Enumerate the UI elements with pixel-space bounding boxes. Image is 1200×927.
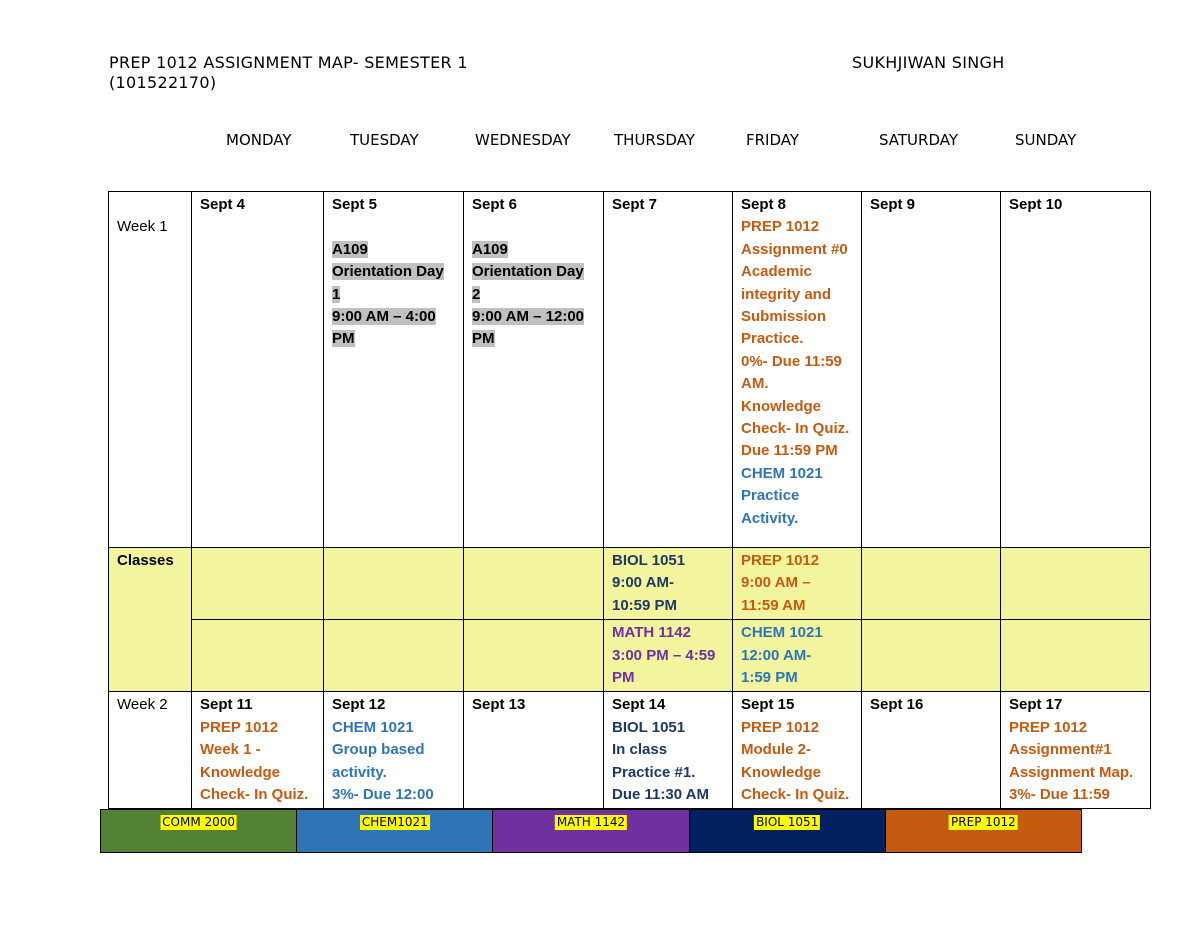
week2-sun-cell <box>1001 692 1151 809</box>
prep-task-text: Knowledge <box>741 763 822 781</box>
prep-task-text: Due 11:59 PM <box>741 442 838 460</box>
week1-tue-cell <box>324 192 464 548</box>
legend-label: BIOL 1051 <box>756 815 819 829</box>
biol-task-text: Practice #1. <box>612 763 696 781</box>
day-header-sunday: SUNDAY <box>1015 131 1077 149</box>
prep-task-text: Check- In Quiz. <box>741 786 850 804</box>
week2-thu-cell <box>604 692 733 809</box>
student-id: (101522170) <box>109 73 217 92</box>
orientation-text: Orientation Day <box>472 263 584 281</box>
prep-task-text: 0%- Due 11:59 <box>741 352 842 370</box>
classes-label: Classes <box>117 552 174 569</box>
week2-sat-cell <box>862 692 1001 809</box>
classes-sun-cell <box>1001 548 1151 620</box>
week2-fri-cell <box>733 692 862 809</box>
biol-class-text: 10:59 PM <box>612 596 678 614</box>
chem-task-text: CHEM 1021 <box>741 464 823 482</box>
orientation-text: 9:00 AM – 4:00 <box>332 308 436 326</box>
prep-task-text: AM. <box>741 375 769 393</box>
week1-label: Week 1 <box>117 218 168 236</box>
chem-task-text: Practice <box>741 487 800 505</box>
date-label: Sept 10 <box>1009 196 1063 213</box>
week2-wed-cell <box>464 692 604 809</box>
prep-task-text: PREP 1012 <box>1009 718 1088 736</box>
week2-label-cell <box>109 692 192 809</box>
classes2-thu-cell <box>604 620 733 692</box>
week1-label-cell <box>109 192 192 548</box>
day-header-friday: FRIDAY <box>746 131 800 149</box>
prep-task-text: Knowledge <box>741 397 822 415</box>
classes2-mon-cell <box>192 620 324 692</box>
orientation-text: PM <box>472 330 495 348</box>
prep-task-text: Knowledge <box>200 763 281 781</box>
prep-class-text: 9:00 AM – <box>741 574 811 592</box>
week1-row <box>109 192 1151 548</box>
week2-tue-cell <box>324 692 464 809</box>
assignment-map-table <box>108 191 1151 809</box>
prep-task-text: Practice. <box>741 330 804 348</box>
chem-class-text: 12:00 AM- <box>741 646 812 664</box>
prep-task-text: PREP 1012 <box>741 218 820 236</box>
date-label: Sept 13 <box>472 696 526 714</box>
chem-task-text: activity. <box>332 763 387 781</box>
prep-task-text: Assignment#1 <box>1009 741 1112 759</box>
chem-task-text: CHEM 1021 <box>332 718 414 736</box>
week1-sat-cell <box>862 192 1001 548</box>
prep-task-text: Week 1 - <box>200 741 261 759</box>
legend-label: COMM 2000 <box>162 815 236 829</box>
legend-math-1142 <box>493 810 689 852</box>
week2-label: Week 2 <box>117 696 168 714</box>
week1-sun-cell <box>1001 192 1151 548</box>
legend-prep-1012 <box>886 810 1081 852</box>
classes-label-cell <box>109 548 192 692</box>
classes-wed-cell <box>464 548 604 620</box>
chem-class-text: CHEM 1021 <box>741 624 823 642</box>
week1-wed-cell <box>464 192 604 548</box>
day-header-wednesday: WEDNESDAY <box>475 131 571 149</box>
chem-task-text: Group based <box>332 741 425 759</box>
legend-comm-2000 <box>101 810 297 852</box>
chem-task-text: 3%- Due 12:00 <box>332 786 434 804</box>
classes2-tue-cell <box>324 620 464 692</box>
prep-task-text: Assignment #0 <box>741 240 848 258</box>
orientation-text: 1 <box>332 285 341 303</box>
biol-class-text: BIOL 1051 <box>612 552 686 569</box>
orientation-text: Orientation Day <box>332 263 444 281</box>
biol-class-text: 9:00 AM- <box>612 574 674 592</box>
classes2-sat-cell <box>862 620 1001 692</box>
date-label: Sept 9 <box>870 196 916 213</box>
classes2-sun-cell <box>1001 620 1151 692</box>
prep-class-text: PREP 1012 <box>741 552 820 569</box>
day-header-monday: MONDAY <box>226 131 292 149</box>
prep-task-text: Academic <box>741 263 812 281</box>
classes-row-1 <box>109 548 1151 620</box>
week1-thu-cell <box>604 192 733 548</box>
legend-label: CHEM1021 <box>361 815 428 829</box>
prep-task-text: 3%- Due 11:59 <box>1009 786 1110 804</box>
date-label: Sept 7 <box>612 196 658 213</box>
orientation-text: 2 <box>472 285 481 303</box>
orientation-text: PM <box>332 330 355 348</box>
prep-class-text: 11:59 AM <box>741 596 806 614</box>
classes-fri-cell <box>733 548 862 620</box>
legend-biol-1051 <box>690 810 886 852</box>
classes-thu-cell <box>604 548 733 620</box>
biol-task-text: In class <box>612 741 668 759</box>
prep-task-text: Check- In Quiz. <box>200 786 309 804</box>
week2-row <box>109 692 1151 809</box>
date-label: Sept 11 <box>200 696 253 714</box>
day-header-saturday: SATURDAY <box>879 131 959 149</box>
page-title: PREP 1012 ASSIGNMENT MAP- SEMESTER 1 <box>109 53 468 72</box>
date-label: Sept 4 <box>200 196 246 213</box>
prep-task-text: PREP 1012 <box>741 718 820 736</box>
math-class-text: MATH 1142 <box>612 624 691 642</box>
classes2-wed-cell <box>464 620 604 692</box>
course-color-legend <box>100 809 1082 853</box>
date-label: Sept 14 <box>612 696 666 714</box>
prep-task-text: PREP 1012 <box>200 718 279 736</box>
date-label: Sept 5 <box>332 196 378 213</box>
prep-task-text: integrity and <box>741 285 832 303</box>
math-class-text: 3:00 PM – 4:59 <box>612 646 716 664</box>
prep-task-text: Check- In Quiz. <box>741 420 850 438</box>
date-label: Sept 12 <box>332 696 386 714</box>
prep-task-text: Assignment Map. <box>1009 763 1134 781</box>
date-label: Sept 6 <box>472 196 518 213</box>
prep-task-text: Submission <box>741 308 827 326</box>
classes-mon-cell <box>192 548 324 620</box>
orientation-text: A109 <box>332 240 368 258</box>
classes2-fri-cell <box>733 620 862 692</box>
chem-class-text: 1:59 PM <box>741 669 798 687</box>
date-label: Sept 8 <box>741 196 787 213</box>
week1-mon-cell <box>192 192 324 548</box>
classes-sat-cell <box>862 548 1001 620</box>
chem-task-text: Activity. <box>741 509 799 527</box>
biol-task-text: BIOL 1051 <box>612 718 686 736</box>
legend-chem-1021 <box>297 810 493 852</box>
classes-row-2 <box>109 620 1151 692</box>
legend-label: PREP 1012 <box>951 815 1016 829</box>
week1-fri-cell <box>733 192 862 548</box>
date-label: Sept 15 <box>741 696 795 714</box>
day-header-thursday: THURSDAY <box>614 131 695 149</box>
legend-label: MATH 1142 <box>556 815 626 829</box>
day-header-tuesday: TUESDAY <box>350 131 419 149</box>
date-label: Sept 16 <box>870 696 924 714</box>
date-label: Sept 17 <box>1009 696 1063 714</box>
prep-task-text: Module 2- <box>741 741 811 759</box>
orientation-text: 9:00 AM – 12:00 <box>472 308 585 326</box>
orientation-text: A109 <box>472 240 508 258</box>
author-name: SUKHJIWAN SINGH <box>852 53 1005 72</box>
week2-mon-cell <box>192 692 324 809</box>
classes-tue-cell <box>324 548 464 620</box>
math-class-text: PM <box>612 669 635 687</box>
biol-task-text: Due 11:30 AM <box>612 786 709 804</box>
